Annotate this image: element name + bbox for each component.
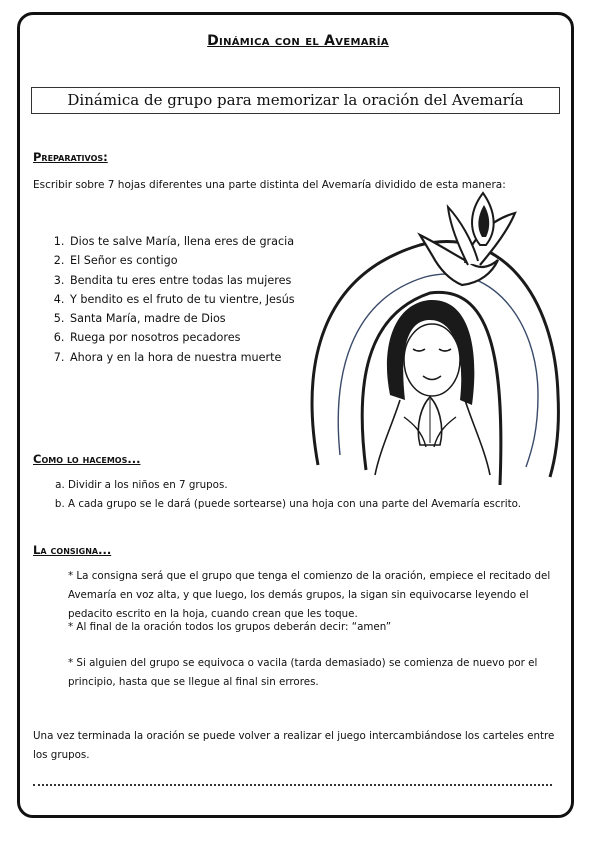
consigna-rule-1: * La consigna será que el grupo que tenga el comienzo de la oración, empiece el recitado del Avemaría en voz alta, y que luego, los demás grupos, la sigan sin equivocarse leyendo el pedacito escrito en la hoja, cuando crean que les toque. <box>68 570 551 621</box>
como-heading: Como lo hacemos... <box>33 452 141 466</box>
como-item-b: b. A cada grupo se le dará (puede sortearse) una hoja con una parte del Avemaría escrito. <box>68 495 521 514</box>
page-title: Dinámica con el Avemaría <box>207 33 389 49</box>
consigna-heading: La consigna... <box>33 543 112 557</box>
prayer-part-5: 5. Santa María, madre de Dios <box>68 309 295 328</box>
prayer-part-1: 1. Dios te salve María, llena eres de gracia <box>68 232 295 251</box>
consigna-rule-2: * Al final de la oración todos los grupos deberán decir: “amen” <box>68 621 392 633</box>
como-item-a: a. Dividir a los niños en 7 grupos. <box>68 476 521 495</box>
consigna-rule-3: * Si alguien del grupo se equivoca o vacila (tarda demasiado) se comienza de nuevo por el principio, hasta que se llegue al final sin errores. <box>68 657 538 689</box>
prayer-part-3: 3. Bendita tu eres entre todas las mujeres <box>68 271 295 290</box>
prayer-part-6: 6. Ruega por nosotros pecadores <box>68 328 295 347</box>
prayer-parts-list <box>30 232 295 367</box>
prayer-part-2: 2. El Señor es contigo <box>68 251 295 270</box>
preparativos-intro: Escribir sobre 7 hojas diferentes una parte distinta del Avemaría dividido de esta manera: <box>33 179 506 191</box>
virgin-mary-with-dove-icon <box>300 185 565 485</box>
como-list <box>30 476 521 515</box>
closing-paragraph: Una vez terminada la oración se puede volver a realizar el juego intercambiándose los carteles entre los grupos. <box>33 730 555 762</box>
subtitle-box: Dinámica de grupo para memorizar la oración del Avemaría <box>31 87 560 114</box>
preparativos-heading: Preparativos: <box>33 150 108 164</box>
dotted-divider <box>33 784 552 786</box>
prayer-part-4: 4. Y bendito es el fruto de tu vientre, Jesús <box>68 290 295 309</box>
prayer-part-7: 7. Ahora y en la hora de nuestra muerte <box>68 348 295 367</box>
